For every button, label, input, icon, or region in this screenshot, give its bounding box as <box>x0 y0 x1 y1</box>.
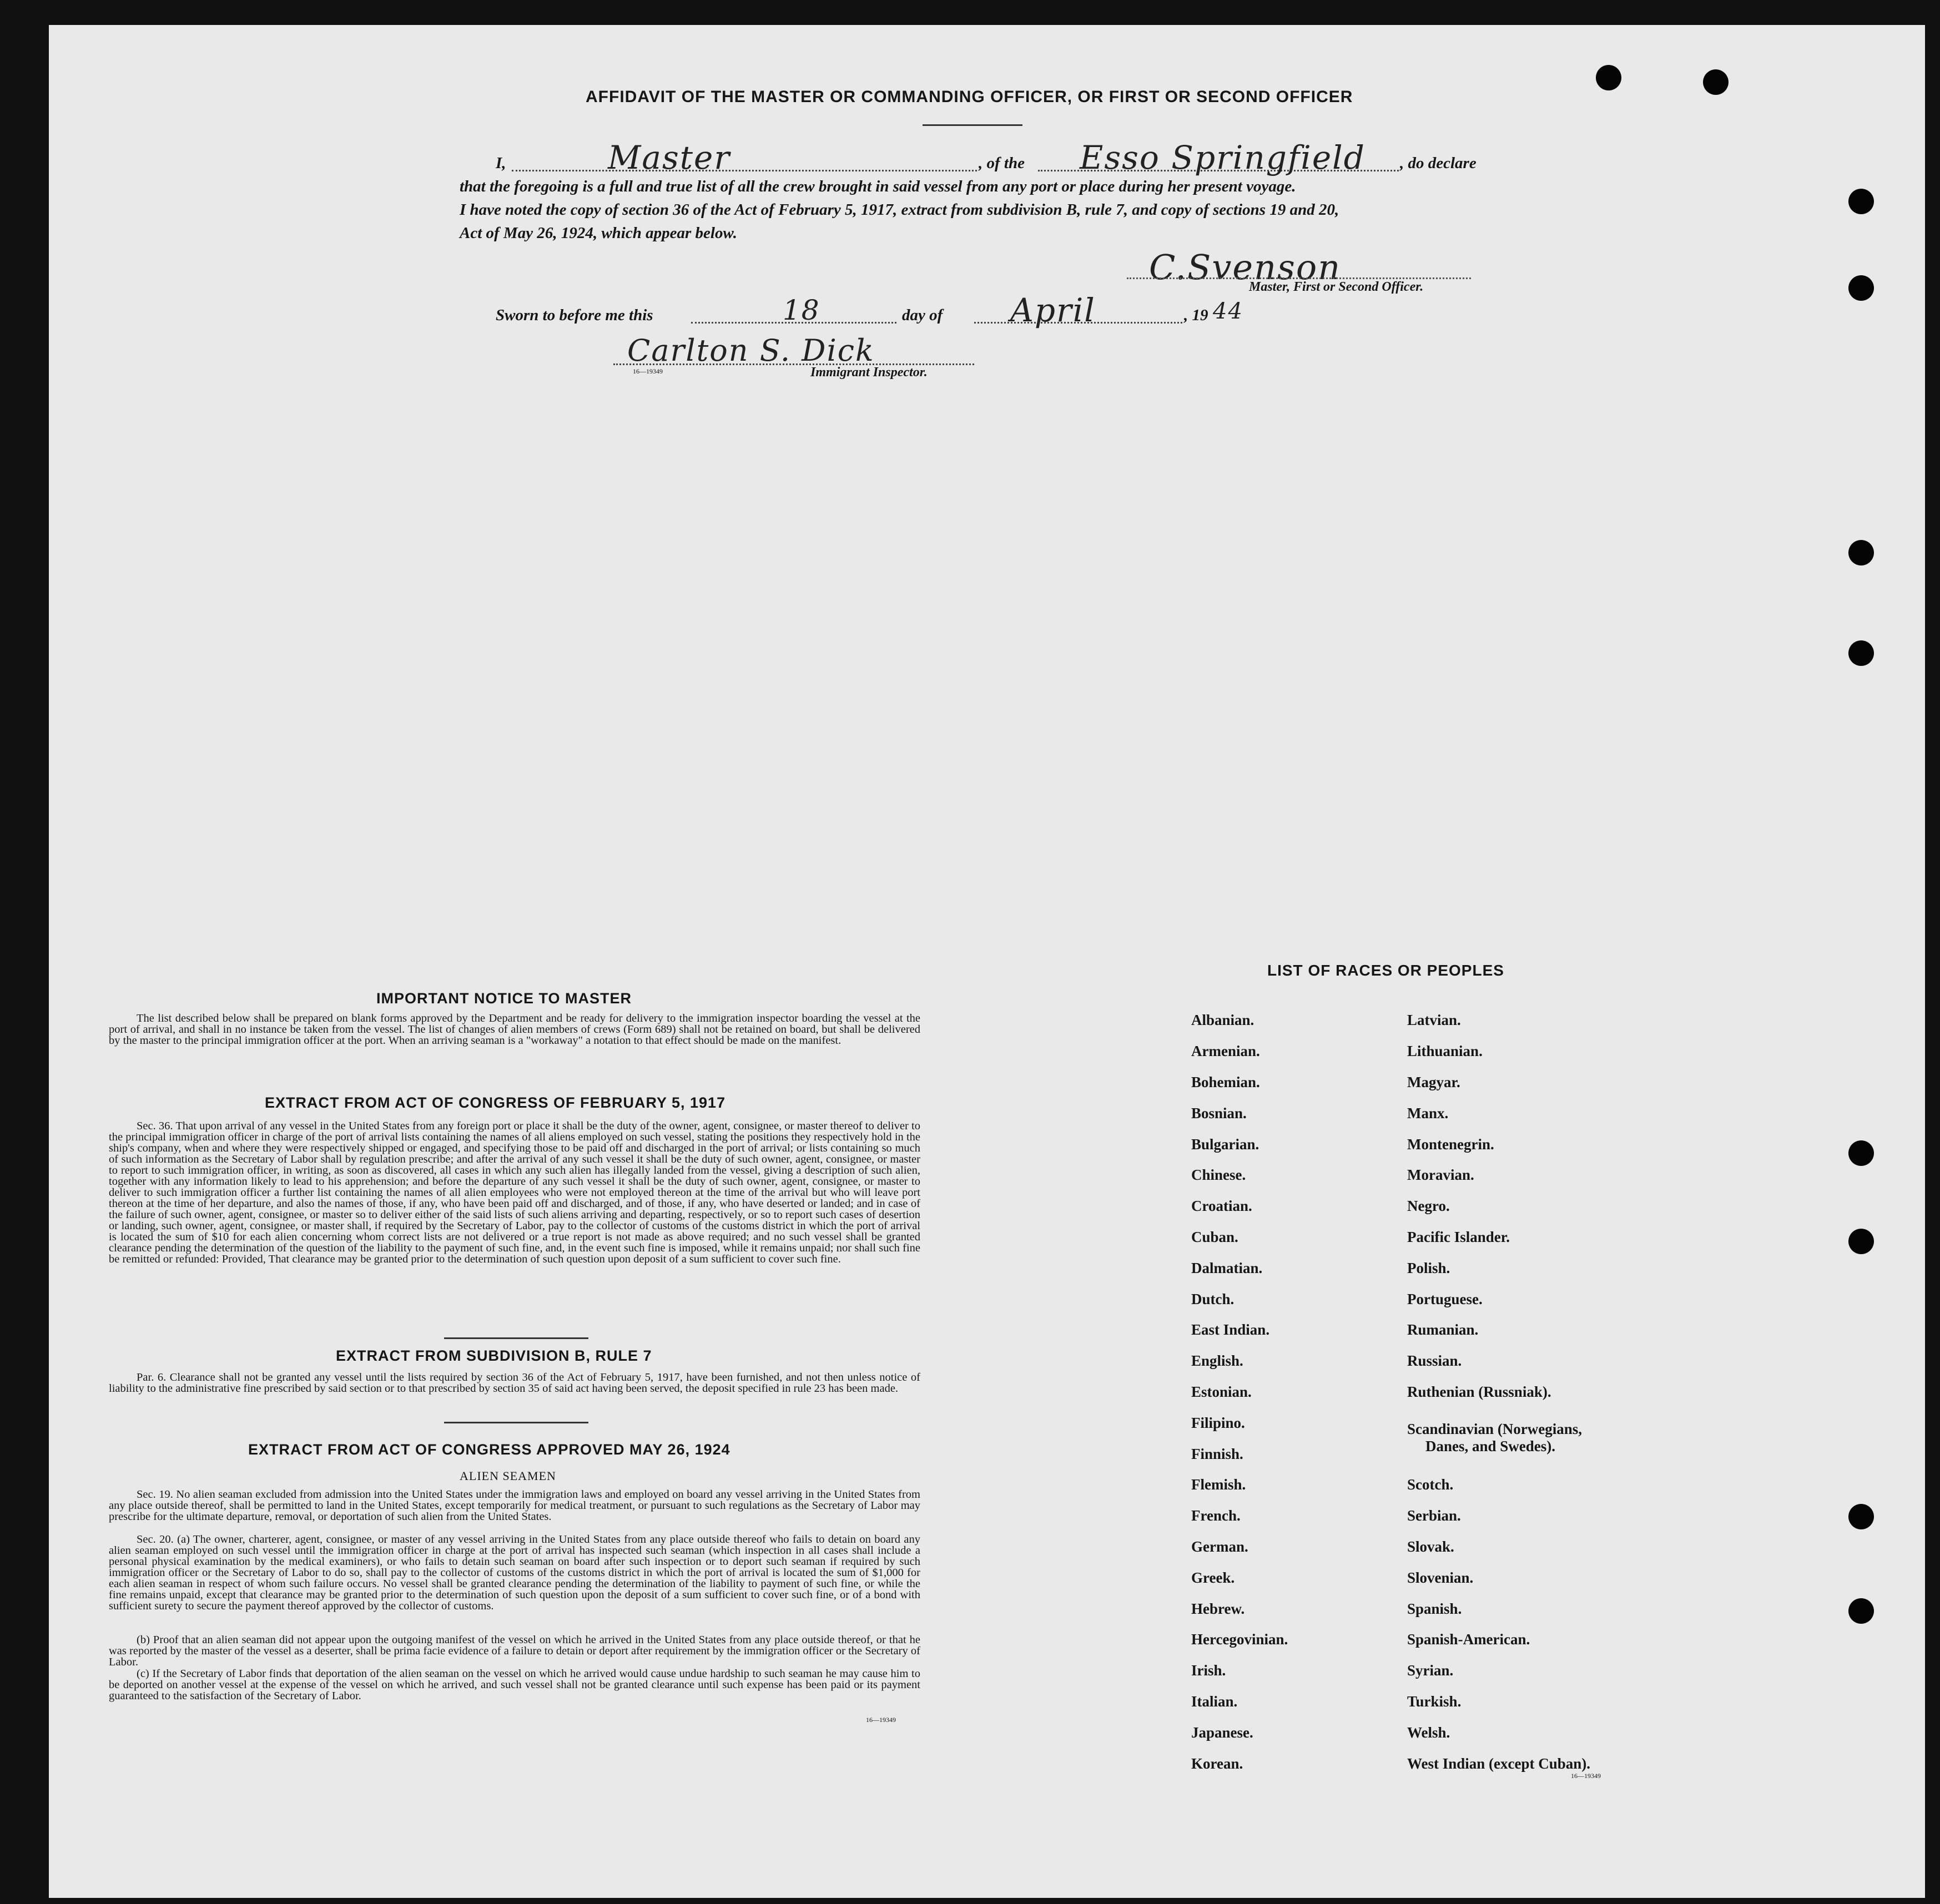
punch-hole <box>1848 275 1874 301</box>
signature-line <box>1127 277 1471 279</box>
race-item: Chinese. <box>1191 1166 1246 1183</box>
master-signature: C.Svenson <box>1149 247 1342 287</box>
alien-seamen-subtitle: ALIEN SEAMEN <box>460 1469 556 1483</box>
race-item: Welsh. <box>1407 1724 1450 1741</box>
inspector-form-number: 16—19349 <box>633 367 663 375</box>
extract-form-number: 16—19349 <box>866 1716 896 1724</box>
race-item: Finnish. <box>1191 1446 1243 1462</box>
race-item: Japanese. <box>1191 1724 1253 1741</box>
race-item: Hebrew. <box>1191 1600 1245 1617</box>
vessel-handwritten: Esso Springfield <box>1080 139 1365 176</box>
race-item: Pacific Islander. <box>1407 1229 1510 1245</box>
subdivision-b-text: Par. 6. Clearance shall not be granted any vessel until the lists required by section 36 of the Act of February 5, 1917, have been furnished, and not then unless notice of liability to the administrative fine prescribed by said section or to that prescribed by section 35 of said act having been served, the deposit specified in rule 23 has been made. <box>109 1371 920 1395</box>
affidavit-line-2: that the foregoing is a full and true list of all the crew brought in said vessel from any port or place during her present voyage. <box>460 178 1296 195</box>
race-item: Danes, and Swedes). <box>1425 1438 1556 1454</box>
punch-hole <box>1848 640 1874 666</box>
notice-text: The list described below shall be prepared on blank forms approved by the Department and be ready for delivery to the immigration inspector boarding the vessel at the port of arrival, and shall in no instance be taken from the vessel. The list of changes of alien members of crews (Form 689) shall not be retained on board, but shall be delivered by the master to the principal immigration officer at the port. When an arriving seaman is a "workaway" a notation to that effect should be made on the manifest. <box>109 1012 920 1047</box>
title-divider <box>923 124 1022 126</box>
race-item: Slovenian. <box>1407 1569 1474 1586</box>
affidavit-title: AFFIDAVIT OF THE MASTER OR COMMANDING OFFICER, OR FIRST OR SECOND OFFICER <box>586 88 1353 106</box>
rank-handwritten: Master <box>608 139 731 176</box>
race-item: Armenian. <box>1191 1043 1260 1059</box>
punch-hole <box>1848 1140 1874 1166</box>
race-item: Bulgarian. <box>1191 1136 1259 1153</box>
race-item: West Indian (except Cuban). <box>1407 1755 1591 1772</box>
races-title: LIST OF RACES OR PEOPLES <box>1267 962 1504 979</box>
punch-hole <box>1848 1504 1874 1529</box>
sec-20a-text: Sec. 20. (a) The owner, charterer, agent, consignee, or master of any vessel arriving in the United States from any place outside thereof who fails to detain on board any alien seaman employed on such vessel until the immigration officer in charge at the port of arrival has inspected such seaman (which inspection in all cases shall include a personal physical examination by the medical examiners), or who fails to detain such seaman on board after such inspection or to deport such seaman if required by such immigration officer or the Secretary of Labor to do so, shall pay to the collector of customs of the customs district in which the port of arrival is located the sum of $1,000 for each alien seaman in respect of whom such failure occurs. No vessel shall be granted clearance pending the determination of the liability to payment of such fine, or while the fine remains unpaid, except that clearance may be granted prior to the determination of such question upon the deposit of a sum sufficient to cover such fine, or of a bond with sufficient surety to secure the payment thereof approved by the collector of customs. <box>109 1533 920 1612</box>
race-item: Dalmatian. <box>1191 1260 1263 1276</box>
punch-hole <box>1596 65 1621 90</box>
race-item: Greek. <box>1191 1569 1235 1586</box>
punch-hole <box>1848 1598 1874 1624</box>
races-form-number: 16—19349 <box>1571 1772 1601 1780</box>
race-item: Moravian. <box>1407 1166 1474 1183</box>
race-item: Irish. <box>1191 1662 1226 1679</box>
race-item: German. <box>1191 1538 1248 1555</box>
race-item: Spanish-American. <box>1407 1631 1530 1648</box>
of-the-label: , of the <box>979 154 1025 172</box>
race-item: East Indian. <box>1191 1321 1270 1338</box>
race-item: Serbian. <box>1407 1507 1461 1524</box>
sec-20c-text: (c) If the Secretary of Labor finds that deportation of the alien seaman on the vessel on which he arrived would cause undue hardship to such seaman he may cause him to be deported on another vessel at the expense of the vessel on which he arrived, and such vessel shall not be granted clearance until such expense has been paid or its payment guaranteed to the satisfaction of the Secretary of Labor. <box>109 1668 920 1702</box>
race-item: Montenegrin. <box>1407 1136 1494 1153</box>
race-item: Ruthenian (Russniak). <box>1407 1383 1551 1400</box>
race-item: Estonian. <box>1191 1383 1252 1400</box>
race-item: Russian. <box>1407 1352 1462 1369</box>
race-item: Scotch. <box>1407 1476 1454 1493</box>
rank-field-line <box>512 170 977 171</box>
signature-caption: Master, First or Second Officer. <box>1249 280 1424 294</box>
race-item: Cuban. <box>1191 1229 1238 1245</box>
race-item: Albanian. <box>1191 1012 1254 1028</box>
race-item: Hercegovinian. <box>1191 1631 1288 1648</box>
extract-1917-text: Sec. 36. That upon arrival of any vessel in the United States from any foreign port or place it shall be the duty of the owner, agent, consignee, or master thereof to deliver to the principal immigration officer in charge of the port of arrival lists containing the names of all aliens employed on such vessel, stating the positions they respectively hold in the ship's company, when and where they were respectively shipped or engaged, and specifying those to be paid off and discharged in the port of arrival; or lists containing so much of such information as the Secretary of Labor shall by regulation prescribe; and after the arrival of any such vessel it shall be the duty of such owner, agent, consignee, or master to report to such immigration officer, in writing, as soon as discovered, all cases in which any such alien has illegally landed from the vessel, giving a description of such alien, together with any information likely to lead to his apprehension; and before the departure of any such vessel it shall be the duty of such owner, agent, consignee, or master to deliver to such immigration officer a further list containing the names of all alien employees who were not employed thereon at the time of the arrival but who will leave port thereon at the time of her departure, and also the names of those, if any, who have been paid off and discharged, and of those, if any, who have deserted or landed; and in case of the failure of such owner, agent, consignee, or master so to deliver either of the said lists of such aliens arriving and departing, respectively, or so to report such cases of desertion or landing, such owner, agent, consignee, or master shall, if required by the Secretary of Labor, pay to the collector of customs of the customs district in which the port of arrival is located the sum of $10 for each alien concerning whom correct lists are not delivered or a true report is not made as above required; and no such vessel shall be granted clearance pending the determination of the question of the liability to the payment of such fine, and, in the event such fine is imposed, while it remains unpaid; nor shall such fine be remitted or refunded: Provided, That clearance may be granted prior to the determination of such question upon deposit of a sum sufficient to cover such fine. <box>109 1120 920 1265</box>
sec-19-text: Sec. 19. No alien seaman excluded from admission into the United States under the immigration laws and employed on board any vessel arriving in the United States from any place outside thereof, shall be permitted to land in the United States, except temporarily for medical treatment, or pursuant to such regulations as the Secretary of Labor may prescribe for the ultimate departure, removal, or deportation of such alien from the United States. <box>109 1488 920 1523</box>
affidavit-line-4: Act of May 26, 1924, which appear below. <box>460 224 737 242</box>
month-handwritten: April <box>1010 291 1096 329</box>
day-of-label: day of <box>902 306 943 324</box>
race-item: Negro. <box>1407 1198 1450 1214</box>
inspector-signature: Carlton S. Dick <box>627 333 875 368</box>
punch-hole <box>1848 1229 1874 1254</box>
race-item: Polish. <box>1407 1260 1450 1276</box>
punch-hole <box>1703 69 1729 95</box>
day-handwritten: 18 <box>783 294 820 326</box>
do-declare-label: , do declare <box>1400 154 1477 172</box>
year-handwritten: 44 <box>1213 299 1243 324</box>
race-item: Scandinavian (Norwegians, <box>1407 1421 1583 1437</box>
race-item: Portuguese. <box>1407 1291 1483 1307</box>
race-item: Italian. <box>1191 1693 1238 1710</box>
document-page <box>49 25 1925 1898</box>
race-item: Slovak. <box>1407 1538 1454 1555</box>
inspector-caption: Immigrant Inspector. <box>810 365 928 380</box>
race-item: Manx. <box>1407 1105 1449 1122</box>
race-item: Filipino. <box>1191 1415 1245 1431</box>
section-divider <box>444 1337 588 1339</box>
race-item: Syrian. <box>1407 1662 1454 1679</box>
punch-hole <box>1848 540 1874 565</box>
race-item: Bohemian. <box>1191 1074 1260 1090</box>
race-item: Bosnian. <box>1191 1105 1247 1122</box>
race-item: Rumanian. <box>1407 1321 1479 1338</box>
year-prefix-label: , 19 <box>1184 306 1208 324</box>
race-item: Croatian. <box>1191 1198 1252 1214</box>
sec-20b-text: (b) Proof that an alien seaman did not appear upon the outgoing manifest of the vessel on which he arrived in the United States from any place outside thereof, or that he was reported by the master of the vessel as a deserter, shall be prima facie evidence of a failure to detain or deport after requirement by the immigration officer or the Secretary of Labor. <box>109 1634 920 1668</box>
punch-hole <box>1848 189 1874 214</box>
race-item: English. <box>1191 1352 1243 1369</box>
race-item: Magyar. <box>1407 1074 1460 1090</box>
sworn-label: Sworn to before me this <box>496 306 653 324</box>
race-item: Dutch. <box>1191 1291 1234 1307</box>
affidavit-i-label: I, <box>496 154 506 172</box>
race-item: Latvian. <box>1407 1012 1461 1028</box>
notice-title: IMPORTANT NOTICE TO MASTER <box>376 990 632 1007</box>
race-item: Flemish. <box>1191 1476 1246 1493</box>
affidavit-line-3: I have noted the copy of section 36 of the Act of February 5, 1917, extract from subdivision B, rule 7, and copy of sections 19 and 20, <box>460 201 1339 219</box>
race-item: Lithuanian. <box>1407 1043 1483 1059</box>
race-item: French. <box>1191 1507 1241 1524</box>
race-item: Turkish. <box>1407 1693 1462 1710</box>
race-item: Spanish. <box>1407 1600 1462 1617</box>
race-item: Korean. <box>1191 1755 1243 1772</box>
section-divider <box>444 1422 588 1423</box>
extract-1924-title: EXTRACT FROM ACT OF CONGRESS APPROVED MAY 26, 1924 <box>248 1441 730 1458</box>
extract-1917-title: EXTRACT FROM ACT OF CONGRESS OF FEBRUARY 5, 1917 <box>265 1094 726 1111</box>
subdivision-b-title: EXTRACT FROM SUBDIVISION B, RULE 7 <box>336 1347 652 1364</box>
